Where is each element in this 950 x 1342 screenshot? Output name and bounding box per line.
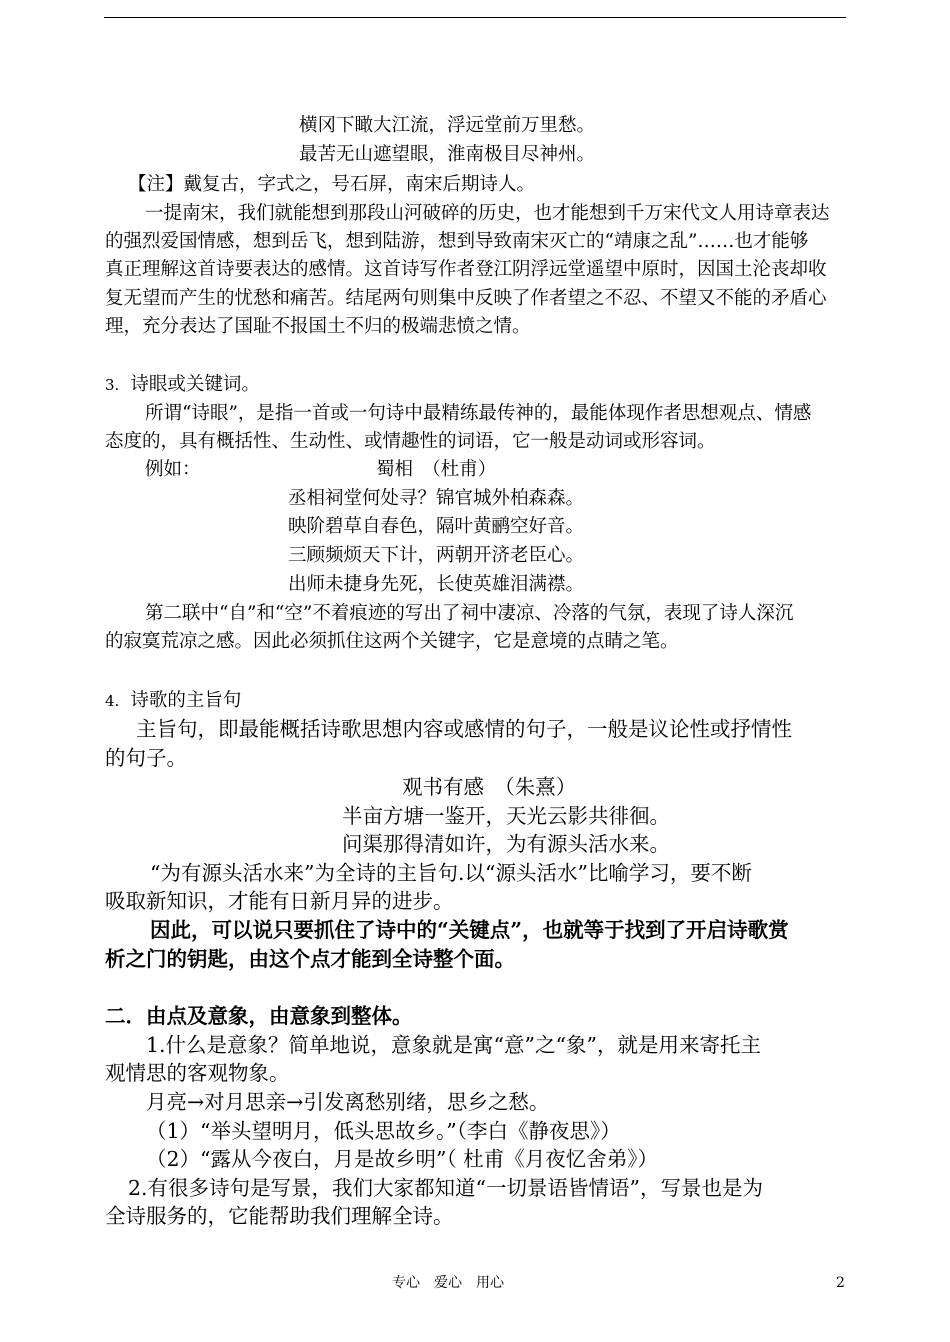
text-line-s3-p2-l2: 的寂寞荒凉之感。因此必须抓住这两个关键字，它是意境的点睛之笔。 <box>105 631 679 652</box>
text-line-sec2-heading: 二．由点及意象，由意象到整体。 <box>105 1004 413 1028</box>
section-number: 4. <box>105 692 120 710</box>
text-line-para1-l5: 理，充分表达了国耻不报国土不归的极端悲愤之情。 <box>105 316 531 337</box>
text-line-s3-poem-l1: 丞相祠堂何处寻？锦官城外柏森森。 <box>288 488 585 509</box>
text-line-s4-p1-l2: 的句子。 <box>105 746 187 770</box>
text-line-sec2-ex2: （2）“露从今夜白，月是故乡明”（ 杜甫《月夜忆舍弟》） <box>146 1147 659 1171</box>
text-line-poem1-l4: 最苦无山遮望眼，淮南极目尽神州。 <box>299 144 596 165</box>
section-heading-text: 诗眼或关键词。 <box>130 374 260 395</box>
text-line-s3-poem-l3: 三顾频烦天下计，两朝开济老臣心。 <box>288 545 585 566</box>
text-line-s3-p2-l1: 第二联中“自”和“空”不着痕迹的写出了祠中凄凉、冷落的气氛，表现了诗人深沉 <box>145 603 794 624</box>
section-heading-text: 诗歌的主旨句 <box>130 690 242 711</box>
text-line-s3-p1-l1: 所谓“诗眼”，是指一首或一句诗中最精练最传神的，最能体现作者思想观点、情感 <box>145 403 812 424</box>
text-line-s3-poem-title: 蜀相 （杜甫） <box>376 459 497 480</box>
text-line-sec2-chain: 月亮→对月思亲→引发离愁别绪，思乡之愁。 <box>146 1090 550 1114</box>
text-line-s3-p1-l2: 态度的，具有概括性、生动性、或情趣性的词语，它一般是动词或形容词。 <box>105 431 716 452</box>
page-number: 2 <box>836 1275 845 1291</box>
text-line-note: 【注】戴复古，字式之，号石屏，南宋后期诗人。 <box>128 174 536 195</box>
text-line-para1-l3: 真正理解这首诗要表达的感情。这首诗写作者登江阴浮远堂遥望中原时，因国土沦丧却收 <box>105 259 827 280</box>
text-line-sec2-p1-l2: 观情思的客观物象。 <box>105 1061 290 1085</box>
text-line-poem1-l3: 横冈下瞰大江流，浮远堂前万里愁。 <box>299 115 596 136</box>
text-line-para1-l2: 的强烈爱国情感，想到岳飞，想到陆游，想到导致南宋灭亡的“靖康之乱”……也才能够 <box>105 231 809 252</box>
text-line-s4-poem-l2: 问渠那得清如许，为有源头活水来。 <box>342 832 670 856</box>
text-line-s3-poem-l4: 出师未捷身先死，长使英雄泪满襟。 <box>288 574 585 595</box>
footer-motto: 专心 爱心 用心 <box>392 1275 504 1291</box>
text-line-s4-p1-l1: 主旨句，即最能概括诗歌思想内容或感情的句子，一般是议论性或抒情性 <box>136 717 792 741</box>
header-rule <box>104 17 846 18</box>
text-line-s4-p3-l2: 析之门的钥匙，由这个点才能到全诗整个面。 <box>105 947 515 971</box>
text-line-s3-poem-l2: 映阶碧草自春色，隔叶黄鹂空好音。 <box>288 516 585 537</box>
text-line-s3-heading <box>105 372 260 398</box>
text-line-s4-p2-l2: 吸取新知识，才能有日新月异的进步。 <box>105 889 454 913</box>
text-line-para1-l4: 复无望而产生的忧愁和痛苦。结尾两句则集中反映了作者望之不忍、不望又不能的矛盾心 <box>105 288 827 309</box>
text-line-sec2-p1-l1: 1.什么是意象？简单地说，意象就是寓“意”之“象”，就是用来寄托主 <box>146 1033 761 1057</box>
text-line-sec2-ex1: （1）“举头望明月，低头思故乡。”（李白《静夜思》） <box>146 1119 621 1143</box>
text-line-s3-example: 例如： <box>145 459 201 480</box>
text-line-para1-l1: 一提南宋，我们就能想到那段山河破碎的历史，也才能想到千万宋代文人用诗章表达 <box>145 203 830 224</box>
text-line-s4-heading <box>105 688 241 714</box>
text-line-s4-poem-l1: 半亩方塘一鉴开，天光云影共徘徊。 <box>342 804 670 828</box>
text-line-sec2-p2-l1: 2.有很多诗句是写景，我们大家都知道“一切景语皆情语”，写景也是为 <box>128 1176 764 1200</box>
text-line-s4-poem-title: 观书有感 （朱熹） <box>402 775 577 799</box>
section-number: 3. <box>105 376 120 394</box>
text-line-s4-p3-l1: 因此，可以说只要抓住了诗中的“关键点”，也就等于找到了开启诗歌赏 <box>150 918 789 942</box>
text-line-s4-p2-l1: “为有源头活水来”为全诗的主旨句.以“源头活水”比喻学习，要不断 <box>150 861 752 885</box>
text-line-sec2-p2-l2: 全诗服务的，它能帮助我们理解全诗。 <box>105 1204 454 1228</box>
